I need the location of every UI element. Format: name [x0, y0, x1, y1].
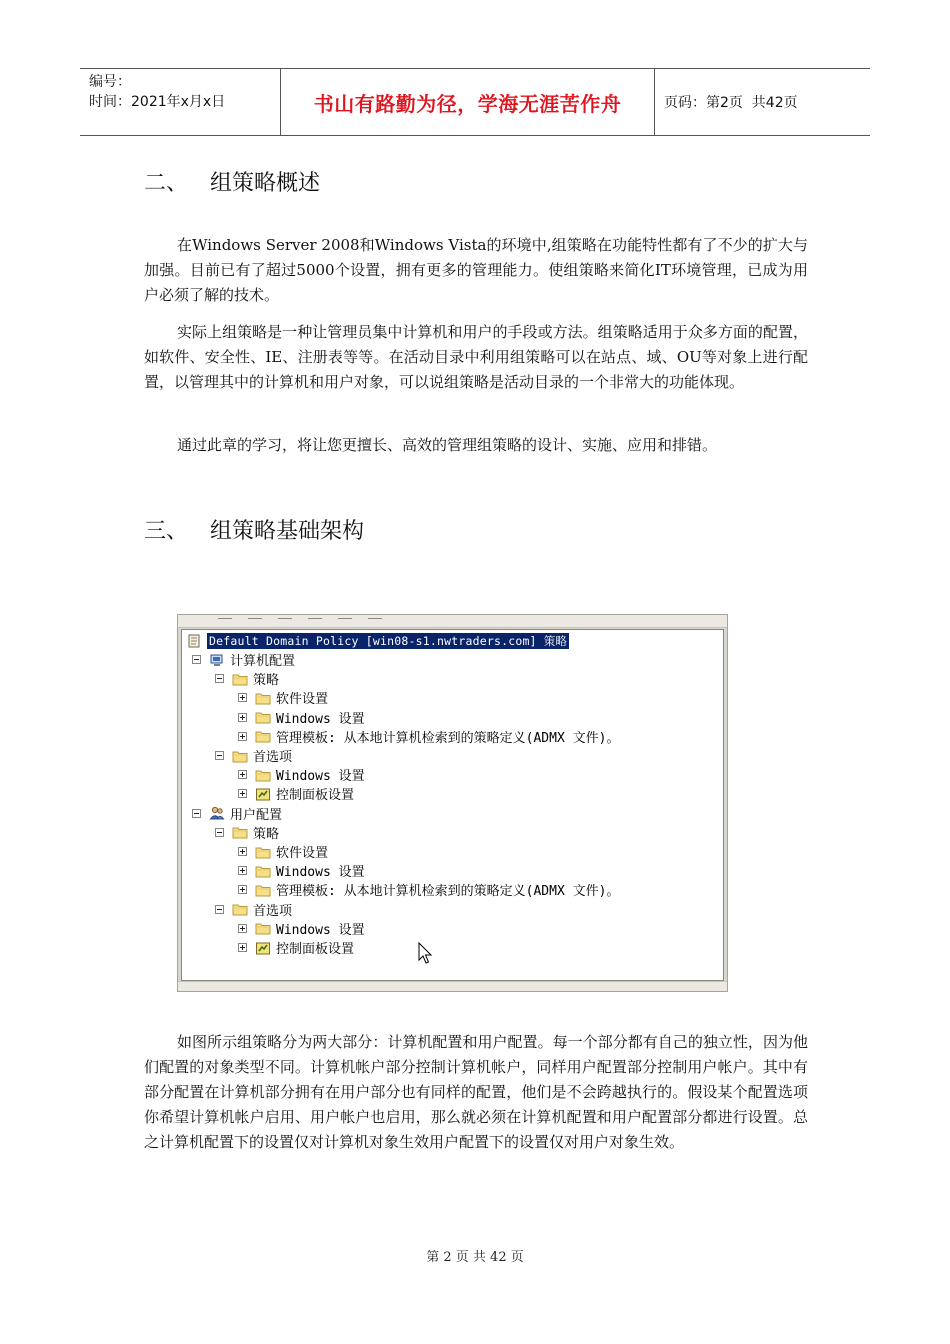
- tree-item[interactable]: [238, 880, 619, 899]
- section-heading-overview: [144, 169, 320, 199]
- folder-icon: [232, 825, 248, 839]
- users-icon: [209, 806, 225, 820]
- expand-plus-icon[interactable]: [238, 847, 247, 856]
- tree-item-label: 策略: [253, 673, 280, 689]
- tree-item-label: 控制面板设置: [276, 942, 355, 957]
- mouse-cursor-icon: [418, 942, 434, 966]
- tree-item[interactable]: [238, 861, 365, 880]
- tree-item-label: 首选项: [253, 750, 293, 765]
- expand-plus-icon[interactable]: [238, 713, 247, 722]
- folder-icon: [232, 749, 248, 763]
- tree-item[interactable]: [192, 650, 295, 669]
- document-number-label: 编号：: [89, 74, 131, 90]
- body-paragraph: 通过此章的学习，将让您更擅长、高效的管理组策略的设计、实施、应用和排错。: [177, 436, 718, 454]
- folder-icon: [255, 864, 271, 878]
- tree-item-label: 首选项: [253, 903, 293, 919]
- tree-item-label: Windows 设置: [276, 769, 365, 785]
- folder-icon: [255, 768, 271, 782]
- collapse-minus-icon[interactable]: [215, 828, 224, 837]
- tree-root-item[interactable]: [186, 631, 569, 650]
- body-paragraph: 在Windows Server 2008和Windows Vista的环境中,组策略在功能特性都有了不少的扩大与加强。目前已有了超过5000个设置，拥有更多的管理能力。使组策略来简化IT环境管理，已成为用户必须了解的技术。: [144, 236, 808, 304]
- folder-icon: [232, 672, 248, 686]
- tree-item-label: 管理模板: 从本地计算机检索到的策略定义(ADMX 文件)。: [276, 884, 620, 900]
- tree-item[interactable]: [238, 688, 328, 707]
- expand-plus-icon[interactable]: [238, 866, 247, 875]
- document-time-label: 时间：2021年x月x日: [89, 94, 226, 110]
- expand-plus-icon[interactable]: [238, 770, 247, 779]
- collapse-minus-icon[interactable]: [215, 905, 224, 914]
- expand-plus-icon[interactable]: [238, 693, 247, 702]
- control-panel-icon: [255, 941, 271, 955]
- tree-item-label: 软件设置: [276, 692, 329, 708]
- group-policy-editor-screenshot: [177, 614, 728, 992]
- expand-plus-icon[interactable]: [238, 732, 247, 741]
- folder-icon: [255, 921, 271, 935]
- page-footer: 第 2 页 共 42 页: [426, 1250, 524, 1265]
- section-number: 二、: [144, 171, 189, 196]
- tree-item[interactable]: [238, 938, 354, 957]
- tree-item[interactable]: [238, 765, 365, 784]
- section-title: 组策略基础架构: [210, 519, 365, 544]
- status-bar: [178, 981, 727, 991]
- tree-item[interactable]: [192, 804, 282, 823]
- toolbar: [178, 615, 727, 628]
- expand-plus-icon[interactable]: [238, 885, 247, 894]
- tree-item-label: 软件设置: [276, 846, 329, 861]
- tree-item-label: 管理模板: 从本地计算机检索到的策略定义(ADMX 文件)。: [276, 730, 620, 746]
- tree-item[interactable]: [238, 919, 365, 938]
- collapse-minus-icon[interactable]: [215, 751, 224, 760]
- folder-icon: [255, 729, 271, 743]
- expand-plus-icon[interactable]: [238, 943, 247, 952]
- tree-item[interactable]: [238, 842, 328, 861]
- header-page-info: 页码：第2页 共42页: [664, 95, 798, 111]
- tree-item[interactable]: [215, 669, 279, 688]
- collapse-minus-icon[interactable]: [215, 674, 224, 683]
- tree-item-label: Windows 设置: [276, 922, 365, 938]
- folder-icon: [255, 883, 271, 897]
- section-title: 组策略概述: [210, 171, 321, 196]
- section-number: 三、: [144, 519, 189, 544]
- computer-icon: [209, 653, 225, 667]
- body-paragraph: 如图所示组策略分为两大部分：计算机配置和用户配置。每一个部分都有自己的独立性，因为他们配置的对象类型不同。计算机帐户部分控制计算机帐户，同样用户配置部分控制用户帐户。其中有部分配置在计算机部分拥有在用户部分也有同样的配置，他们是不会跨越执行的。假设某个配置选项你希望计算机帐户启用、用户帐户也启用，那么就必须在计算机配置和用户配置部分都进行设置。总之计算机配置下的设置仅对计算机对象生效用户配置下的设置仅对用户对象生效。: [144, 1033, 808, 1151]
- tree-item-label: 计算机配置: [230, 654, 296, 669]
- tree-item-label: Windows 设置: [276, 711, 365, 727]
- tree-item-label: 用户配置: [230, 807, 283, 823]
- expand-plus-icon[interactable]: [238, 924, 247, 933]
- policy-document-icon: [186, 634, 202, 648]
- tree-item[interactable]: [238, 784, 354, 803]
- page-header: [80, 68, 870, 136]
- policy-tree-pane[interactable]: [181, 629, 724, 981]
- header-motto: 书山有路勤为径，学海无涯苦作舟: [313, 91, 622, 116]
- tree-root-label: Default Domain Policy [win08-s1.nwtraders.com] 策略: [209, 633, 568, 648]
- section-heading-infrastructure: [144, 517, 364, 547]
- folder-icon: [255, 691, 271, 705]
- folder-icon: [255, 845, 271, 859]
- control-panel-icon: [255, 787, 271, 801]
- collapse-minus-icon[interactable]: [192, 655, 201, 664]
- folder-icon: [255, 710, 271, 724]
- header-motto-cell: [281, 69, 655, 135]
- collapse-minus-icon[interactable]: [192, 809, 201, 818]
- tree-item[interactable]: [238, 727, 619, 746]
- tree-item[interactable]: [215, 746, 292, 765]
- tree-item[interactable]: [215, 823, 279, 842]
- header-left-cell: [80, 69, 281, 135]
- body-paragraph: 实际上组策略是一种让管理员集中计算机和用户的手段或方法。组策略适用于众多方面的配置，如软件、安全性、IE、注册表等等。在活动目录中利用组策略可以在站点、域、OU等对象上进行配置，以管理其中的计算机和用户对象，可以说组策略是活动目录的一个非常大的功能体现。: [144, 323, 808, 391]
- folder-icon: [232, 902, 248, 916]
- expand-plus-icon[interactable]: [238, 789, 247, 798]
- tree-item-label: Windows 设置: [276, 865, 365, 881]
- tree-item[interactable]: [215, 900, 292, 919]
- tree-item-label: 策略: [253, 826, 280, 842]
- tree-item-label: 控制面板设置: [276, 788, 355, 804]
- tree-item[interactable]: [238, 708, 365, 727]
